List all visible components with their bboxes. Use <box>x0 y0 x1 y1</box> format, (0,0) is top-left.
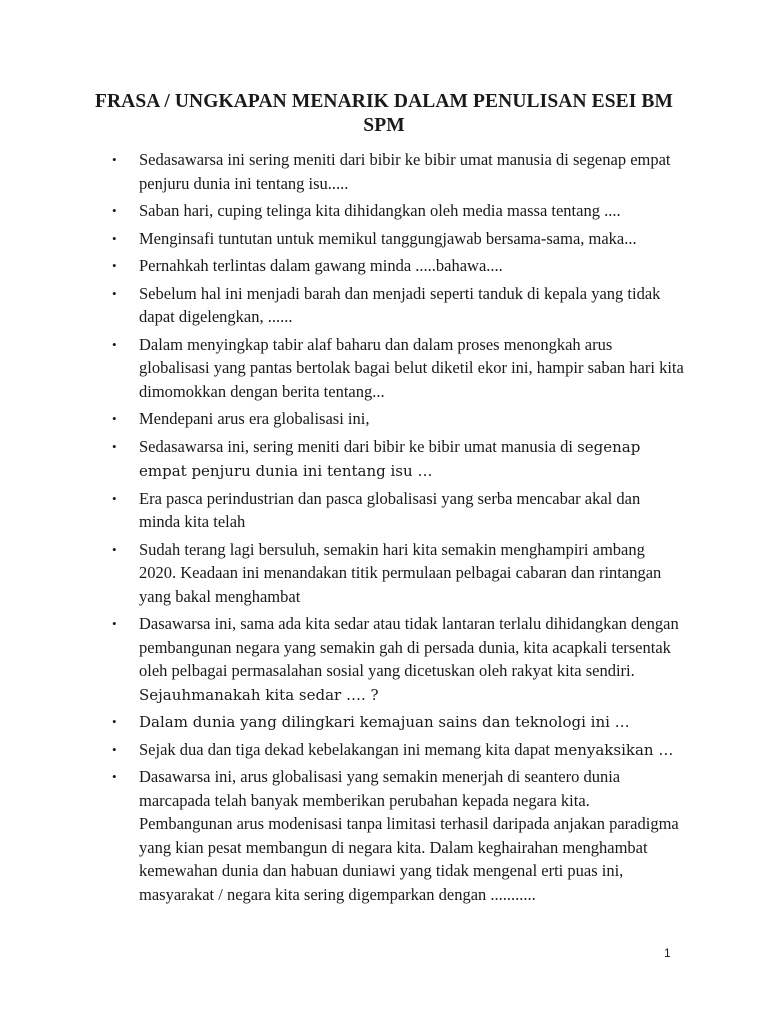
bullet-icon: • <box>112 741 117 757</box>
list-item <box>112 765 684 907</box>
list-item <box>112 710 684 735</box>
phrase-list <box>112 148 684 910</box>
list-item-text: Sejak dua dan tiga dekad kebelakangan ini memang kita dapat <box>139 739 555 759</box>
list-item <box>112 538 684 610</box>
bullet-icon: • <box>112 152 117 167</box>
bullet-icon: • <box>112 769 117 784</box>
list-item-text: Saban hari, cuping telinga kita dihidangkan oleh media massa tentang .... <box>139 201 621 220</box>
list-item <box>112 435 684 484</box>
list-item-text: Dasawarsa ini, arus globalisasi yang semakin menerjah di seantero dunia marcapada telah banyak memberikan perubahan kepada negara kita. Pembangunan arus modenisasi tanpa limitasi terhasil daripada anjakan paradigma yang kian pesat membangun di negara kita. Dalam keghairahan menghambat kemewahan dunia dan habuan duniawi yang tidak mengenal erti puas ini, masyarakat / negara kita sering digemparkan dengan ........... <box>139 767 679 904</box>
list-item <box>112 199 684 224</box>
bullet-icon: • <box>112 411 117 426</box>
list-item <box>112 407 684 432</box>
page-title: FRASA / UNGKAPAN MENARIK DALAM PENULISAN ESEI BM SPM <box>94 91 674 136</box>
list-item <box>112 612 684 707</box>
bullet-icon: • <box>112 230 117 246</box>
page-number: 1 <box>664 946 671 960</box>
list-item-text: Menginsafi tuntutan untuk memikul tanggungjawab bersama-sama, maka... <box>139 228 637 248</box>
list-item-text: Pernahkah terlintas dalam gawang minda .....bahawa.... <box>139 256 503 275</box>
bullet-icon: • <box>112 258 117 273</box>
list-item-text: Dasawarsa ini, sama ada kita sedar atau tidak lantaran terlalu dihidangkan dengan pembangunan negara yang semakin gah di persada dunia, kita acapkali tersentak oleh pelbagai permasalahan sosial yang dicetuskan oleh rakyat kita sendiri. <box>139 614 679 680</box>
list-item-emphasis: menyaksikan … <box>554 740 674 759</box>
bullet-icon: • <box>112 616 117 631</box>
list-item-text: Sudah terang lagi bersuluh, semakin hari kita semakin menghampiri ambang 2020. Keadaan ini menandakan titik permulaan pelbagai cabaran dan rintangan yang bakal menghambat <box>139 539 662 606</box>
list-item-text: Mendepani arus era globalisasi ini, <box>139 409 370 428</box>
list-item <box>112 333 684 405</box>
bullet-icon: • <box>112 336 117 352</box>
list-item-text: Era pasca perindustrian dan pasca globalisasi yang serba mencabar akal dan minda kita telah <box>139 488 641 531</box>
bullet-icon: • <box>112 714 117 729</box>
list-item-emphasis: segenap empat penjuru dunia ini tentang isu … <box>139 437 641 480</box>
list-item-text: Dalam menyingkap tabir alaf baharu dan dalam proses menongkah arus globalisasi yang pantas bertolak bagai belut diketil ekor ini, hampir saban hari kita dimomokkan dengan berita tentang... <box>139 334 684 401</box>
bullet-icon: • <box>112 285 117 301</box>
bullet-icon: • <box>112 490 117 506</box>
bullet-icon: • <box>112 438 117 454</box>
list-item-text: Sebelum hal ini menjadi barah dan menjadi seperti tanduk di kepala yang tidak dapat digelengkan, ...... <box>139 283 661 326</box>
bullet-icon: • <box>112 541 117 557</box>
list-item <box>112 487 684 535</box>
list-item <box>112 148 684 196</box>
list-item-emphasis: Dalam dunia yang dilingkari kemajuan sains dan teknologi ini … <box>139 713 630 731</box>
list-item <box>112 282 684 330</box>
list-item-text: Sedasawarsa ini sering meniti dari bibir ke bibir umat manusia di segenap empat penjuru dunia ini tentang isu..... <box>139 150 671 193</box>
list-item <box>112 254 684 279</box>
list-item <box>112 738 684 763</box>
list-item-text: Sedasawarsa ini, sering meniti dari bibir ke bibir umat manusia di <box>139 436 578 456</box>
list-item <box>112 227 684 252</box>
bullet-icon: • <box>112 203 117 218</box>
list-item-emphasis: Sejauhmanakah kita sedar …. ? <box>139 685 379 704</box>
